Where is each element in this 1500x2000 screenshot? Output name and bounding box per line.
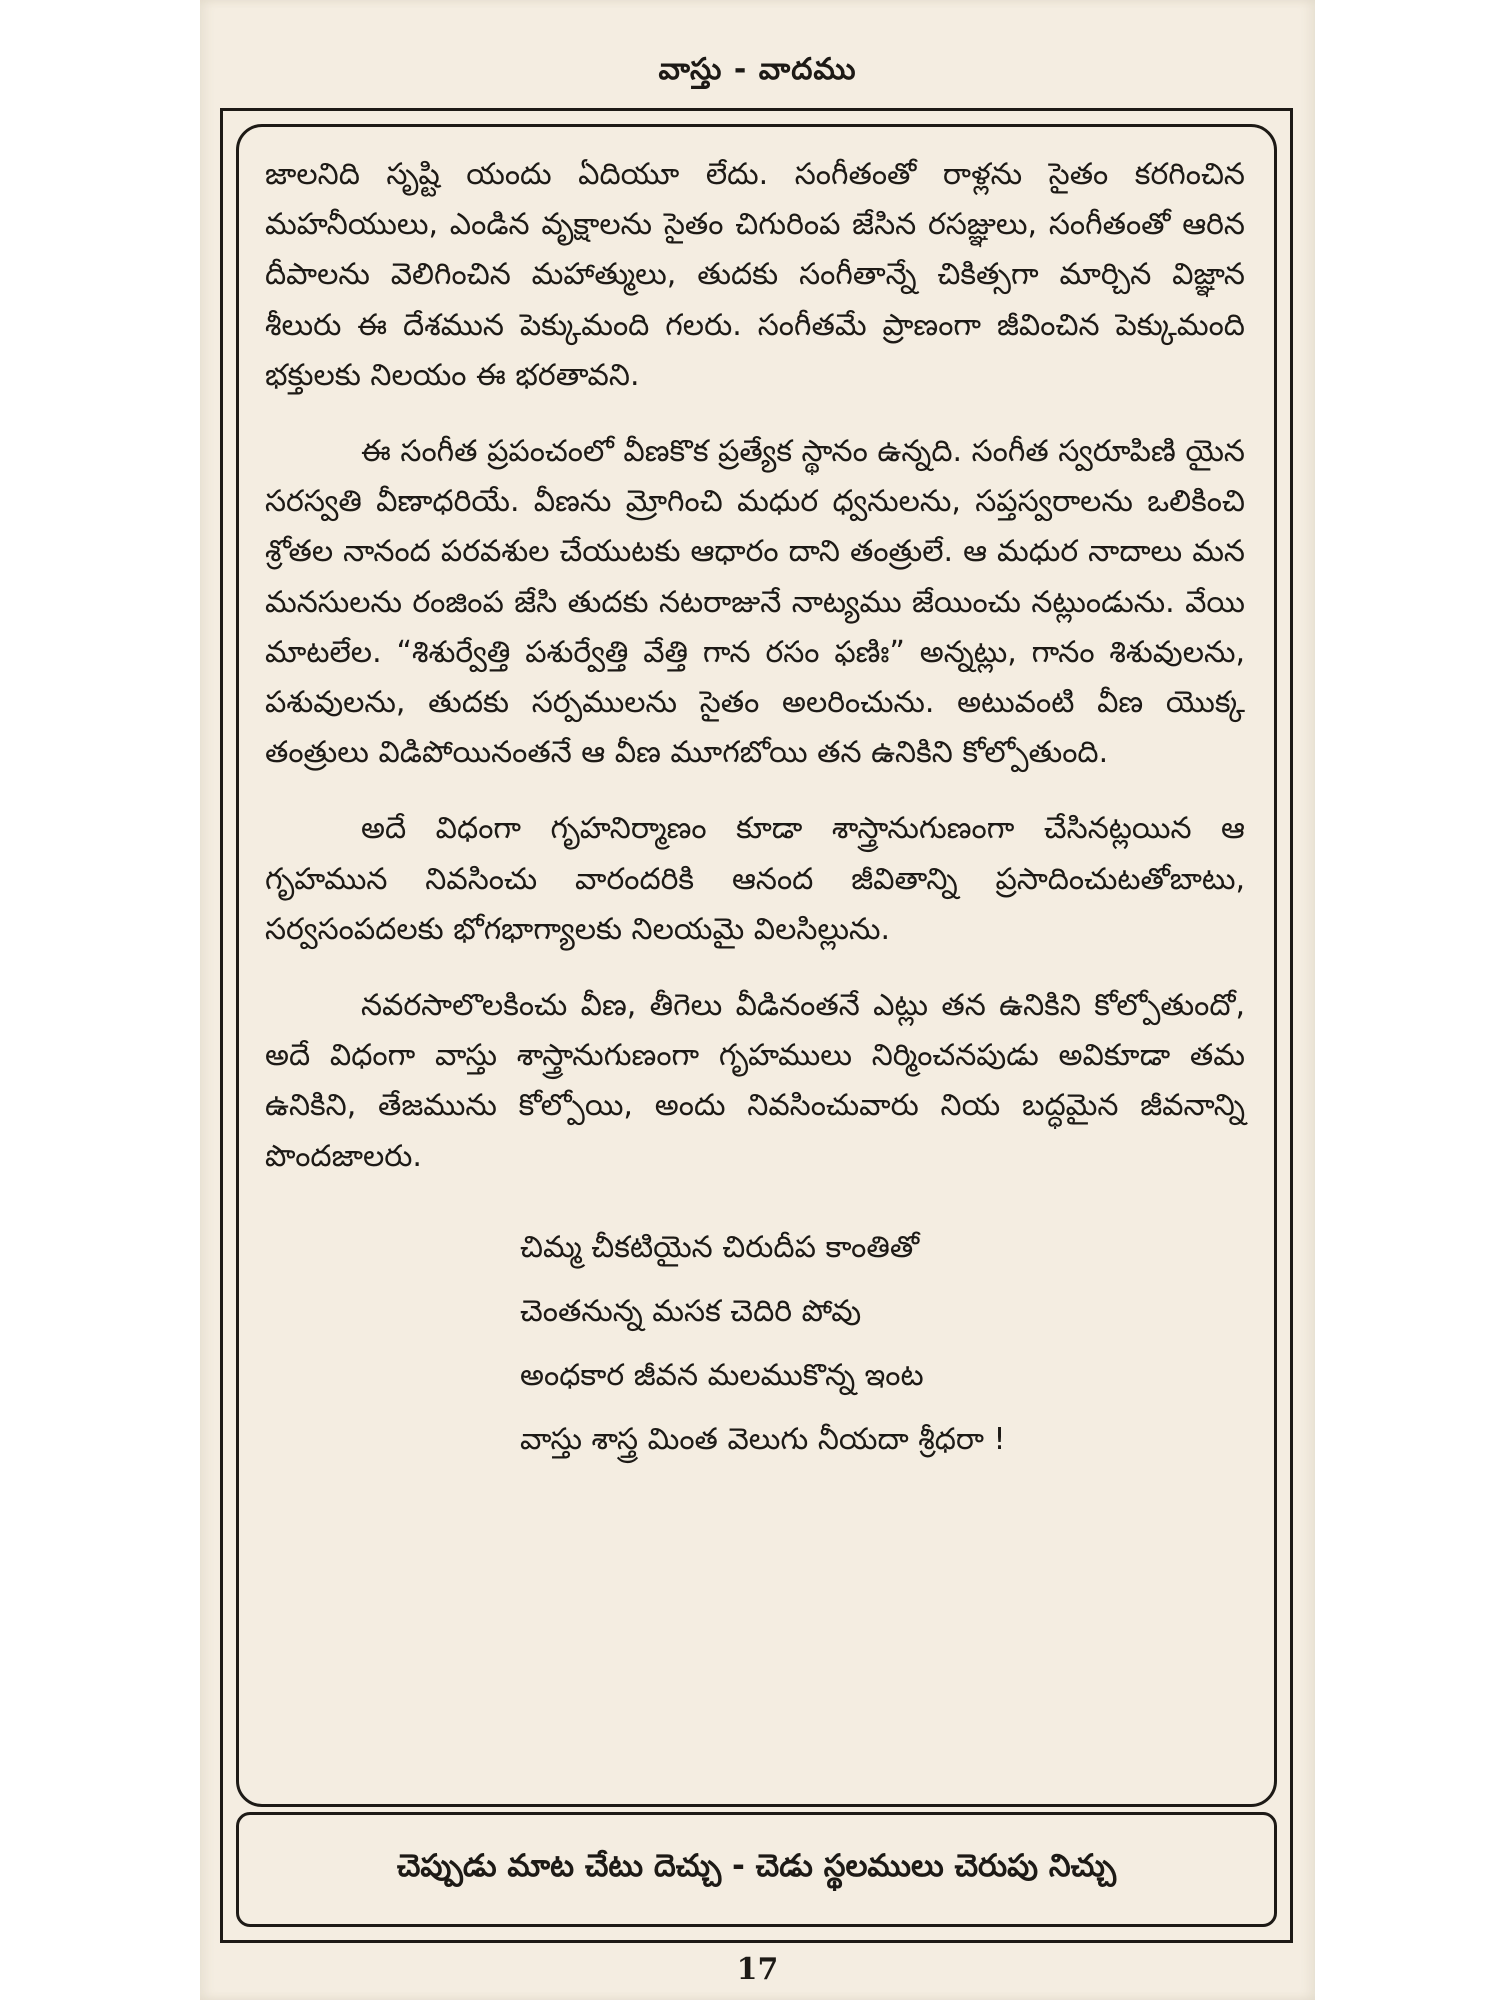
running-title: వాస్తు - వాదము xyxy=(658,52,857,87)
page-number: 17 xyxy=(736,1952,779,1987)
paragraph-2: ఈ సంగీత ప్రపంచంలో వీణకొక ప్రత్యేక స్థానం ఉన్నది. సంగీత స్వరూపిణి యైన సరస్వతి వీణాధరియే. వీణను మ్రోగించి మధుర ధ్వనులను, సప్తస్వరాలను ఒలికించి శ్రోతల నానంద పరవశుల చేయుటకు ఆధారం దాని తంత్రులే. ఆ మధుర నాదాలు మన మనసులను రంజింప జేసి తుదకు నటరాజునే నాట్యము జేయించు నట్లుండును. వేయి మాటలేల. “శిశుర్వేత్తి పశుర్వేత్తి వేత్తి గాన రసం ఫణిః” అన్నట్లు, గానం శిశువులను, పశువులను, తుదకు సర్పములను సైతం అలరించును. అటువంటి వీణ యొక్క తంత్రులు విడిపోయినంతనే ఆ వీణ మూగబోయి తన ఉనికిని కోల్పోతుంది. xyxy=(265,434,1245,771)
paragraph-4: నవరసాలొలకించు వీణ, తీగెలు వీడినంతనే ఎట్లు తన ఉనికిని కోల్పోతుందో, అదే విధంగా వాస్తు శాస్త్రానుగుణంగా గృహములు నిర్మించనపుడు అవికూడా తమ ఉనికిని, తేజమును కోల్పోయి, అందు నివసించువారు నియ బద్ధమైన జీవనాన్ని పొందజాలరు. xyxy=(265,988,1245,1174)
paragraph-1: జాలనిది సృష్టి యందు ఏదియూ లేదు. సంగీతంతో రాళ్లను సైతం కరగించిన మహనీయులు, ఎండిన వృక్షాలను సైతం చిగురింప జేసిన రసజ్ఞులు, సంగీతంతో ఆరిన దీపాలను వెలిగించిన మహాత్ములు, తుదకు సంగీతాన్నే చికిత్సగా మార్చిన విజ్ఞాన శీలురు ఈ దేశమున పెక్కుమంది గలరు. సంగీతమే ప్రాణంగా జీవించిన పెక్కుమంది భక్తులకు నిలయం ఈ భరతావని. xyxy=(265,157,1245,393)
verse-line-2: చెంతనున్న మసక చెదిరి పోవు xyxy=(520,1293,862,1329)
proverb-box xyxy=(236,1812,1277,1927)
verse-line-4: వాస్తు శాస్త్ర మింత వెలుగు నీయదా శ్రీధరా ! xyxy=(520,1421,1006,1457)
book-page xyxy=(200,0,1315,2000)
verse-line-1: చిమ్మ చీకటియైన చిరుదీప కాంతితో xyxy=(520,1229,920,1265)
main-text xyxy=(265,150,1245,1472)
poem-verse xyxy=(520,1216,1245,1472)
verse-line-3: అంధకార జీవన మలముకొన్న ఇంట xyxy=(520,1357,924,1393)
proverb-text: చెప్పుడు మాట చేటు దెచ్చు - చెడు స్థలములు చెరుపు నిచ్చు xyxy=(396,1848,1117,1884)
paragraph-3: అదే విధంగా గృహనిర్మాణం కూడా శాస్త్రానుగుణంగా చేసినట్లయిన ఆ గృహమున నివసించు వారందరికి ఆనంద జీవితాన్ని ప్రసాదించుటతోబాటు, సర్వసంపదలకు భోగభాగ్యాలకు నిలయమై విలసిల్లును. xyxy=(265,811,1245,947)
